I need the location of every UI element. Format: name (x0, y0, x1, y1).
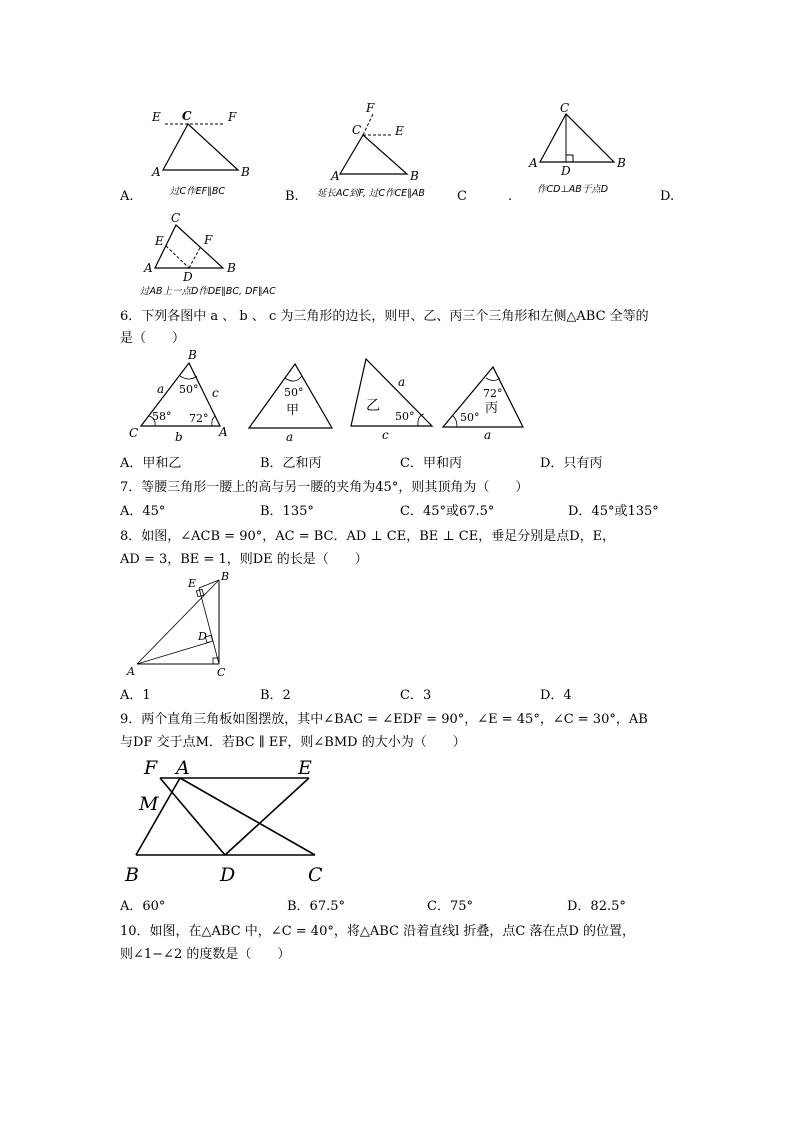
point-A: A (331, 169, 340, 183)
q9-option-c[interactable]: C．75° (427, 899, 473, 914)
q6-option-a[interactable]: A．甲和乙 (120, 456, 182, 471)
q8-D: D (198, 630, 207, 643)
bing-side: a (484, 428, 492, 442)
q9-M: M (139, 793, 159, 815)
q8-option-a[interactable]: A．1 (120, 688, 151, 703)
jia-side: a (286, 430, 294, 444)
point-F: F (204, 233, 213, 247)
q6-stem-line1: 6．下列各图中 a 、 b 、 c 为三角形的边长，则甲、乙、丙三个三角形和左侧△ABC 全等的 (120, 309, 649, 324)
abc-B: B (188, 348, 197, 362)
q7-option-d[interactable]: D．45°或135° (568, 504, 659, 519)
jia-name: 甲 (286, 403, 300, 418)
q7-option-b[interactable]: B．135° (260, 504, 314, 519)
abc-a: a (157, 382, 165, 396)
point-C: C (182, 109, 192, 123)
q6-option-d[interactable]: D．只有丙 (540, 456, 603, 471)
q9-option-d[interactable]: D．82.5° (567, 899, 626, 914)
q5-caption-a: 过C作EF∥BC (170, 186, 226, 197)
q10-stem-line1: 10．如图，在△ABC 中，∠C = 40°，将△ABC 沿着直线l 折叠，点C 落在点D 的位置， (120, 924, 636, 939)
q6-stem-line2: 是（ ） (120, 331, 186, 346)
point-C: C (171, 211, 181, 225)
point-B: B (241, 165, 250, 179)
point-D: D (183, 270, 193, 284)
q9-option-a[interactable]: A．60° (120, 899, 166, 914)
point-C: C (352, 123, 362, 137)
bing-angle2: 50° (460, 411, 480, 424)
point-F: F (366, 101, 375, 115)
q9-E: E (298, 757, 312, 779)
point-B: B (410, 169, 419, 183)
point-E: E (395, 124, 404, 138)
q9-B: B (125, 864, 139, 886)
q8-B: B (221, 570, 230, 583)
point-A: A (152, 165, 161, 179)
point-A: A (144, 261, 153, 275)
q8-stem-line2: AD = 3，BE = 1，则DE 的长是（ ） (120, 552, 368, 567)
q9-C: C (308, 864, 323, 886)
bing-angle1: 72° (483, 387, 503, 400)
q8-stem-line1: 8．如图，∠ACB = 90°，AC = BC．AD ⊥ CE，BE ⊥ CE，垂足分别是点D，E， (120, 529, 616, 544)
q8-option-d[interactable]: D．4 (540, 688, 572, 703)
q5-option-d[interactable]: D. (660, 189, 675, 204)
abc-b: b (175, 430, 183, 444)
q6-option-c[interactable]: C．甲和丙 (400, 456, 462, 471)
jia-angle: 50° (284, 386, 304, 399)
q8-A: A (127, 665, 135, 678)
point-A: A (529, 156, 538, 170)
q8-option-b[interactable]: B．2 (260, 688, 291, 703)
q5-option-a[interactable]: A. (120, 189, 134, 204)
abc-A: A (219, 425, 228, 439)
q8-E: E (188, 577, 197, 590)
q7-option-c[interactable]: C．45°或67.5° (400, 504, 495, 519)
q9-F: F (144, 757, 158, 779)
q9-option-b[interactable]: B．67.5° (287, 899, 345, 914)
q8-option-c[interactable]: C．3 (400, 688, 432, 703)
point-E: E (155, 234, 164, 248)
point-B: B (617, 156, 626, 170)
abc-angC: 58° (152, 410, 172, 423)
abc-C: C (129, 426, 139, 440)
yi-side-a: a (398, 375, 406, 389)
q7-option-a[interactable]: A．45° (120, 504, 166, 519)
q5-caption-d: 过AB上一点D作DE∥BC, DF∥AC (140, 286, 276, 297)
q8-C: C (217, 666, 226, 679)
q5-caption-c: 作CD⊥AB于点D (537, 184, 609, 195)
q5-option-b[interactable]: B. (285, 189, 299, 204)
yi-name: 乙 (366, 398, 380, 414)
point-F: F (228, 110, 237, 124)
abc-angA: 72° (189, 412, 209, 425)
q5-option-c[interactable]: C (457, 189, 467, 204)
q7-stem: 7．等腰三角形一腰上的高与另一腰的夹角为45°，则其顶角为（ ） (120, 480, 529, 495)
point-C: C (560, 101, 570, 115)
bing-name: 丙 (485, 401, 499, 416)
q5-caption-b: 延长AC到F, 过C作CE∥AB (317, 188, 425, 199)
point-D: D (561, 164, 571, 178)
yi-side-c: c (382, 428, 389, 442)
abc-c: c (212, 386, 219, 400)
q6-option-b[interactable]: B．乙和丙 (260, 456, 322, 471)
q10-stem-line2: 则∠1−∠2 的度数是（ ） (120, 947, 291, 962)
abc-angB: 50° (179, 383, 199, 396)
q9-D: D (220, 864, 236, 886)
point-B: B (227, 261, 236, 275)
yi-angle: 50° (395, 410, 415, 423)
q5-option-dot: . (508, 189, 513, 204)
q9-stem-line1: 9．两个直角三角板如图摆放，其中∠BAC = ∠EDF = 90°，∠E = 45°，∠C = 30°，AB (120, 712, 648, 727)
q9-stem-line2: 与DF 交于点M．若BC ∥ EF，则∠BMD 的大小为（ ） (120, 735, 466, 750)
point-E: E (152, 110, 161, 124)
q9-A: A (176, 757, 190, 779)
